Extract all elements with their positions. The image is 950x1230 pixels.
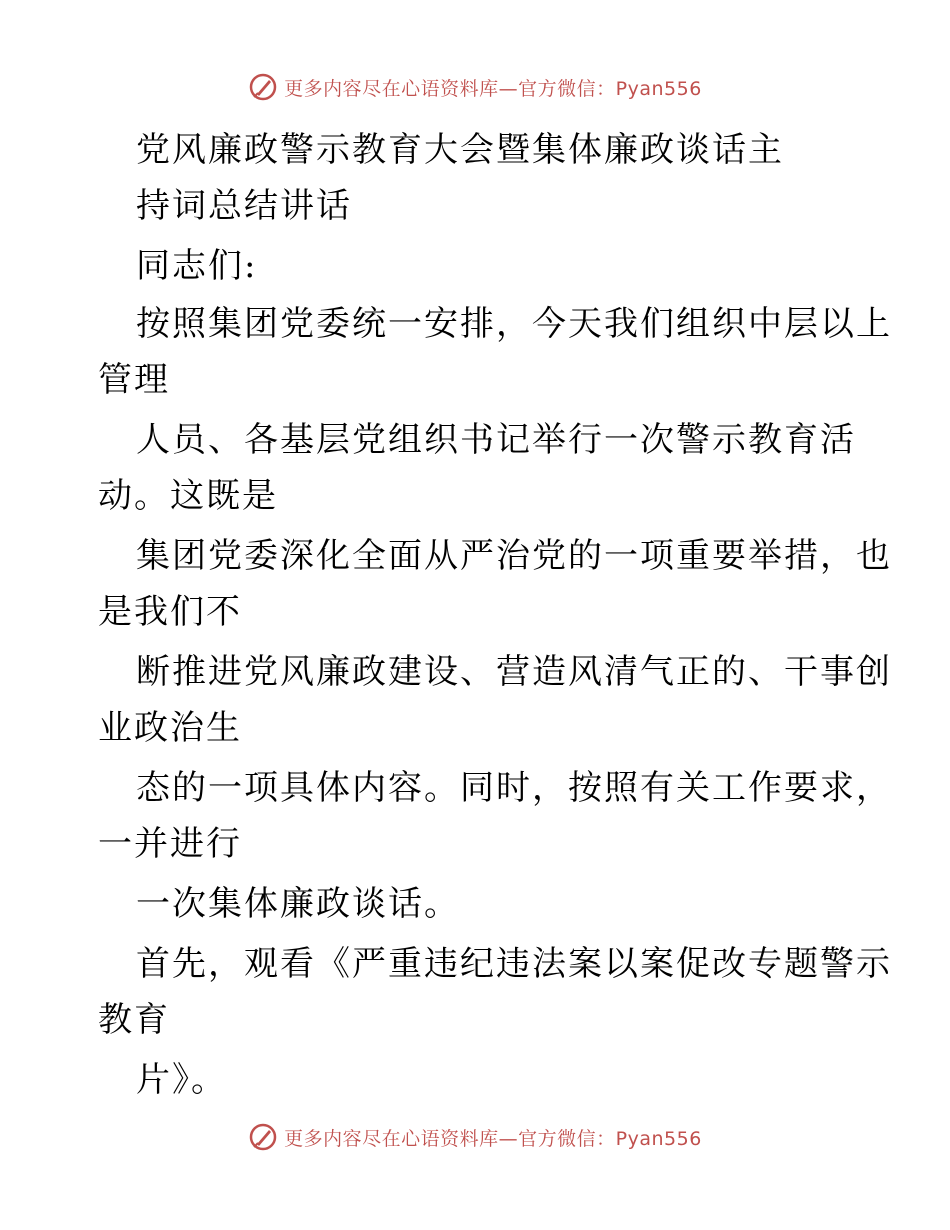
quill-pen-logo-icon [248,72,278,102]
paragraph-line: 动。这既是 [98,476,278,516]
watermark-text: 更多内容尽在心语资料库—官方微信：Pyan556 [284,1127,702,1150]
paragraph-line: 断推进党风廉政建设、营造风清气正的、干事创 [136,652,892,692]
title-line-1: 党风廉政警示教育大会暨集体廉政谈话主 [136,130,784,170]
paragraph-line: 态的一项具体内容。同时，按照有关工作要求， [136,768,892,808]
title-line-2: 持词总结讲话 [136,186,352,226]
watermark-text: 更多内容尽在心语资料库—官方微信：Pyan556 [284,77,702,100]
paragraph-line: 片》。 [136,1060,227,1100]
header-watermark [0,72,950,102]
salutation: 同志们: [136,246,258,286]
paragraph-line: 业政治生 [98,708,242,748]
paragraph-line: 人员、各基层党组织书记举行一次警示教育活 [136,420,856,460]
paragraph-line: 一次集体廉政谈话。 [136,884,460,924]
paragraph-line: 一并进行 [98,824,242,864]
footer-watermark [0,1122,950,1152]
paragraph-line: 是我们不 [98,592,242,632]
quill-pen-logo-icon [248,1122,278,1152]
paragraph-line: 管理 [98,360,170,400]
paragraph-line: 集团党委深化全面从严治党的一项重要举措，也 [136,536,892,576]
paragraph-line: 教育 [98,1000,170,1040]
paragraph-line: 按照集团党委统一安排，今天我们组织中层以上 [136,304,892,344]
paragraph-line: 首先，观看《严重违纪违法案以案促改专题警示 [136,944,892,984]
